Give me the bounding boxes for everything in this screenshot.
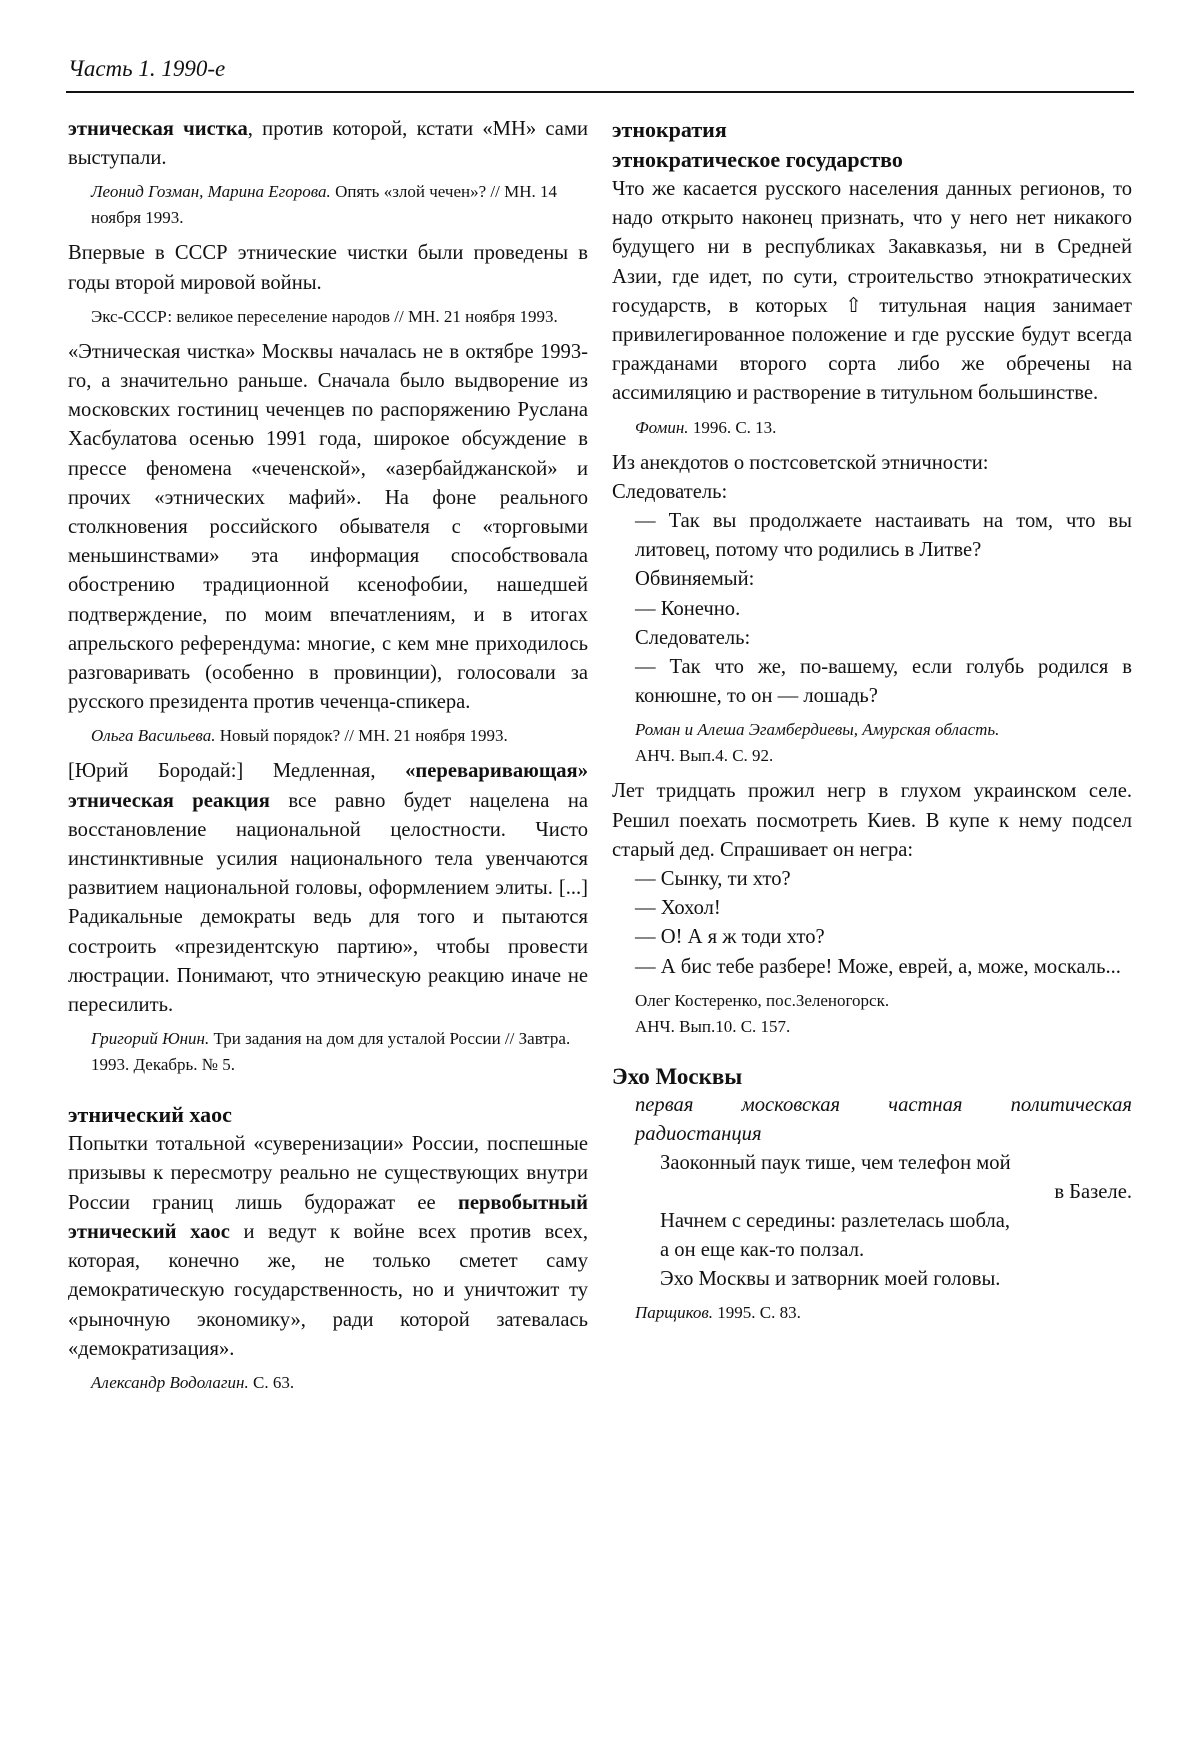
citation-author: Григорий Юнин. (91, 1029, 210, 1049)
citation-text: 1995. С. 83. (713, 1302, 801, 1322)
headword-ethnic-reaction: «переваривающая» этническая реакция (68, 760, 588, 812)
dialogue-line: — Конечно. (635, 597, 741, 620)
citation-text: С. 63. (248, 1372, 295, 1392)
entry-heading: Эхо Москвы (612, 1063, 743, 1089)
source-citation (635, 988, 1132, 1040)
entry-paragraph (68, 115, 588, 173)
citation-text: Опять «злой чечен»? // МН. 14 ноября 1993. (91, 182, 557, 228)
running-head: Часть 1. 1990-е (68, 56, 226, 81)
citation-author: Александр Водолагин. (91, 1372, 249, 1392)
citation-author: Парщиков. (635, 1302, 714, 1322)
source-citation (91, 1370, 588, 1396)
entry-paragraph: Что же касается русского населения данных регионов, то надо открыто наконец признать, что у него нет никакого будущего ни в республиках Закавказья, ни в Средней Азии, где идет, по сути, строительство этнократических государств, в которых ⇧ титульная нация занимает привилегированное положение и где русские будут всегда гражданами второго сорта либо же обречены на ассимиляцию и растворение в титульном большинстве. (612, 178, 1132, 405)
source-citation (635, 717, 1132, 769)
entry-paragraph: Лет тридцать прожил негр в глухом украинском селе. Решил поехать посмотреть Киев. В купе к нему подсел старый дед. Спрашивает он негра: (612, 780, 1132, 861)
spacer (612, 1048, 1132, 1062)
poem-line: в Базеле. (1054, 1180, 1132, 1203)
dialogue-line: Обвиняемый: (635, 568, 755, 591)
source-citation (635, 415, 1132, 441)
right-column (612, 115, 1132, 1334)
citation-author: Фомин. (635, 417, 689, 437)
poem-line: Эхо Москвы и затворник моей головы. (660, 1267, 1001, 1290)
paragraph-text: , против которой, кстати «МН» сами выступали. (68, 118, 588, 170)
header-rule (66, 91, 1134, 93)
citation-author: Роман и Алеша Эгамбердиевы, Амурская область. (635, 720, 1000, 740)
poem-line: а он еще как-то ползал. (660, 1238, 865, 1261)
source-citation: Экс-СССР: великое переселение народов // МН. 21 ноября 1993. (91, 306, 558, 326)
citation-author: Леонид Гозман, Марина Егорова. (91, 182, 331, 202)
paragraph-text: Попытки тотальной «суверенизации» России, поспешные призывы к пересмотру реально не существующих внутри России границ лишь будоражат ее (68, 1133, 588, 1214)
headword-ethnic-cleansing: этническая чистка (68, 118, 248, 140)
dialogue-line: — О! А я ж тоди хто? (635, 926, 825, 949)
entry-heading: этнократия (612, 117, 727, 142)
citation-text: Три задания на дом для усталой России // Завтра. 1993. Декабрь. № 5. (91, 1029, 571, 1075)
dialogue-line: Следователь: (635, 626, 751, 649)
citation-text: Олег Костеренко, пос.Зеленогорск. (635, 990, 890, 1010)
paragraph-text: и ведут к войне всех против всех, которая, конечно же, не только сметет саму демократическую государственность, но и уничтожит ту «рыночную экономику», ради которой затевалась «демократизация». (68, 1220, 588, 1360)
entry-definition: первая московская частная политическая радиостанция (635, 1093, 1132, 1145)
dialogue-line: — А бис тебе разбере! Може, еврей, а, може, москаль... (635, 955, 1121, 978)
left-column (68, 115, 588, 1404)
citation-text: Новый порядок? // МН. 21 ноября 1993. (215, 726, 508, 746)
citation-text: 1996. С. 13. (688, 417, 777, 437)
poem-line: Начнем с середины: разлетелась шобла, (660, 1209, 1011, 1232)
source-citation (91, 179, 588, 231)
entry-paragraph: «Этническая чистка» Москвы началась не в октябре 1993-го, а значительно раньше. Сначала было выдворение из московских гостиниц чеченцев по распоряжению Руслана Хасбулатова осенью 1991 года, широкое обсуждение в прессе феномена «чеченской», «азербайджанской» и прочих «этнических мафий». На фоне реального столкновения российского обывателя с «торговыми меньшинствами» эта информация способствовала обострению традиционной ксенофобии, нашедшей подтверждение, по моим впечатлениям, и в итогах апрельского референдума: многие, с кем мне приходилось разговаривать (особенно в провинции), голосовали за русского президента против чеченца-спикера. (68, 340, 588, 714)
dialogue-line: — Хохол! (635, 897, 721, 920)
dialogue-line: Следователь: (612, 480, 728, 503)
citation-author: Ольга Васильева. (91, 726, 216, 746)
entry-paragraph: Впервые в СССР этнические чистки были проведены в годы второй мировой войны. (68, 242, 588, 294)
dialogue-line: — Сынку, ти хто? (635, 868, 791, 891)
spacer (68, 1086, 588, 1100)
paragraph-text: [Юрий Бородай:] Медленная, (68, 760, 406, 783)
source-citation (91, 1026, 588, 1078)
citation-text: АНЧ. Вып.10. С. 157. (635, 1016, 791, 1036)
entry-heading: этнический хаос (68, 1102, 232, 1128)
source-citation (635, 1300, 1132, 1326)
entry-paragraph (68, 757, 588, 1020)
dialogue-line: — Так что же, по-вашему, если голубь родился в конюшне, то он — лошадь? (635, 656, 1132, 708)
dialogue-line: — Так вы продолжаете настаивать на том, что вы литовец, потому что родились в Литве? (635, 510, 1132, 562)
poem-quote (660, 1149, 1132, 1294)
entry-heading: этнократическое государство (612, 147, 903, 172)
poem-line: Заоконный паук тише, чем телефон мой (660, 1151, 1011, 1174)
entry-paragraph: Из анекдотов о постсоветской этничности: (612, 451, 989, 474)
entry-paragraph (68, 1130, 588, 1364)
paragraph-text: все равно будет нацелена на восстановление национальной целостности. Чисто инстинктивные усилия национального тела увенчаются развитием национальной головы, оформлением элиты. [...] Радикальные демократы ведь для того и пытаются состроить «президентскую партию», чтобы провести люстрации. Понимают, что этническую реакцию иначе не пересилить. (68, 789, 588, 1017)
citation-text: АНЧ. Вып.4. С. 92. (635, 746, 774, 766)
headword-ethnic-chaos: первобытный этнический хаос (68, 1191, 588, 1243)
source-citation (91, 723, 588, 749)
